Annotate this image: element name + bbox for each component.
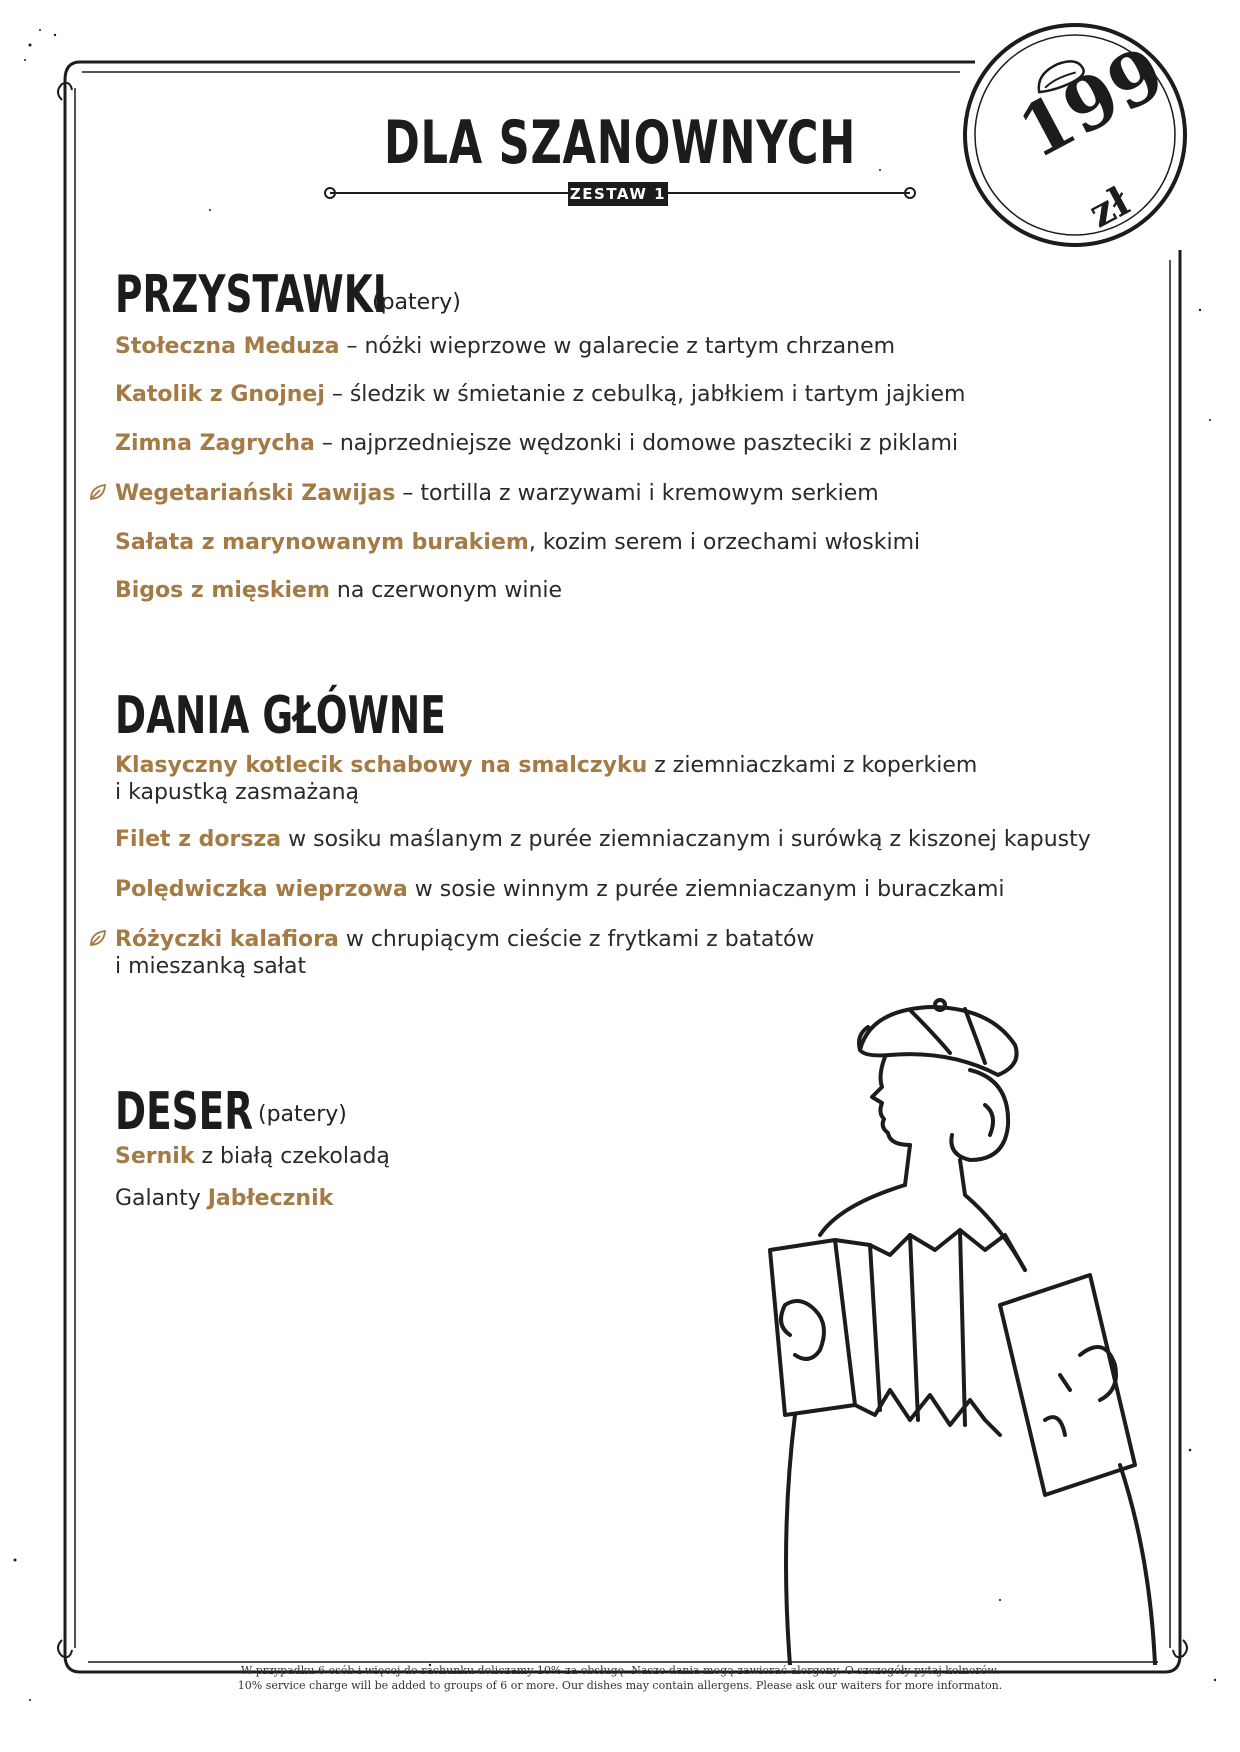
leaf-icon: [88, 482, 108, 502]
menu-item: Klasyczny kotlecik schabowy na smalczyku z ziemniaczkami z koperkiem i kapustką zasmażaną: [115, 753, 978, 805]
menu-item: Różyczki kalafiora w chrupiącym cieście z frytkami z batatów i mieszanką sałat: [115, 927, 815, 979]
menu-item: Sałata z marynowanym burakiem, kozim serem i orzechami włoskimi: [115, 530, 921, 555]
menu-item: Polędwiczka wieprzowa w sosie winnym z purée ziemniaczanym i buraczkami: [115, 877, 1005, 902]
menu-item: Katolik z Gnojnej – śledzik w śmietanie z cebulką, jabłkiem i tartym jajkiem: [115, 382, 966, 407]
mains-title: DANIA GŁÓWNE: [115, 686, 446, 746]
menu-item: Sernik z białą czekoladą: [115, 1144, 390, 1169]
dessert-title: DESER: [115, 1082, 254, 1142]
menu-item: Zimna Zagrycha – najprzedniejsze wędzonki i domowe paszteciki z piklami: [115, 431, 959, 456]
menu-title: DLA SZANOWNYCH: [383, 108, 857, 178]
starters-title: PRZYSTAWKI: [115, 265, 387, 325]
menu-item: Bigos z mięskiem na czerwonym winie: [115, 578, 563, 603]
menu-item: Wegetariański Zawijas – tortilla z warzywami i kremowym serkiem: [115, 481, 879, 506]
set-badge: ZESTAW 1: [568, 182, 668, 206]
leaf-icon: [88, 928, 108, 948]
price-currency: zł: [1081, 177, 1137, 238]
menu-item: Stołeczna Meduza – nóżki wieprzowe w galarecie z tartym chrzanem: [115, 334, 896, 359]
starters-note: (patery): [372, 290, 461, 315]
price-amount: 199: [1005, 29, 1178, 176]
dessert-note: (patery): [258, 1102, 347, 1127]
menu-item: Galanty Jabłecznik: [115, 1186, 334, 1211]
menu-item: Filet z dorsza w sosiku maślanym z purée ziemniaczanym i surówką z kiszonej kapusty: [115, 827, 1091, 852]
accordion-player-illustration: [760, 995, 1180, 1665]
footer-line-pl: W przypadku 6 osób i więcej do rachunku doliczamy 10% za obsługę. Nasze dania mogą zawierać alergeny. O szczegóły pytaj kelnerów.: [240, 1664, 1000, 1677]
footer-line-en: 10% service charge will be added to groups of 6 or more. Our dishes may contain allergens. Please ask our waiters for more informaton.: [237, 1679, 1003, 1692]
footer-note: [150, 1663, 1090, 1693]
